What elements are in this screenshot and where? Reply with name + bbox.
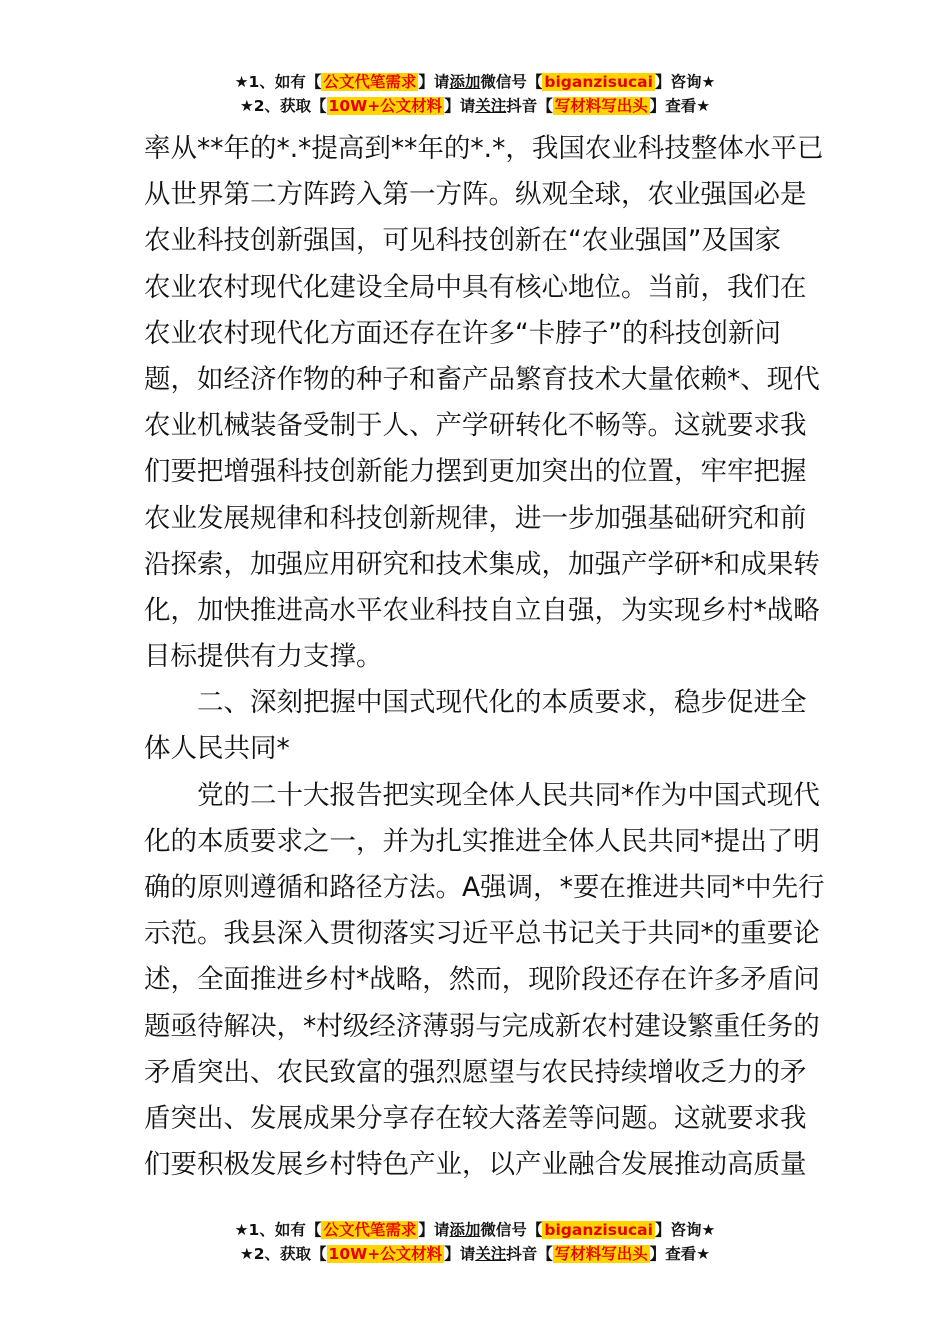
body-line: 们要把增强科技创新能力摆到更加突出的位置，牢牢把握 (144, 456, 807, 488)
banner-line-1: ★1、如有【 公文代笔需求 】请添加微信号【 biganzisucai 】咨询★ (234, 73, 716, 91)
body-line: 沿探索，加强应用研究和技术集成，加强产学研*和成果转 (144, 548, 820, 580)
bottom-banner (0, 1218, 950, 1266)
body-line: 化，加快推进高水平农业科技自立自强，为实现乡村*战略 (144, 594, 820, 626)
document-body (144, 126, 825, 1188)
body-line: 题亟待解决，*村级经济薄弱与完成新农村建设繁重任务的 (144, 1010, 820, 1042)
body-line: 们要积极发展乡村特色产业，以产业融合发展推动高质量 (144, 1149, 807, 1181)
body-line: 农业农村现代化建设全局中具有核心地位。当前，我们在 (144, 271, 807, 303)
body-line: 目标提供有力支撑。 (144, 641, 383, 673)
highlight-service: 公文代笔需求 (323, 73, 417, 91)
body-line: 率从**年的*.*提高到**年的*.*，我国农业科技整体水平已 (144, 133, 824, 164)
body-line: 农业农村现代化方面还存在许多“卡脖子”的科技创新问 (144, 317, 781, 349)
body-line: 述，全面推进乡村*战略，然而，现阶段还存在许多矛盾问 (144, 964, 820, 996)
body-line: 化的本质要求之一，并为扎实推进全体人民共同*提出了明 (144, 825, 820, 857)
highlight-douyin: 写材料写出头 (554, 1245, 648, 1263)
body-line: 农业科技创新强国，可见科技创新在“农业强国”及国家 (144, 225, 781, 257)
body-line: 题，如经济作物的种子和畜产品繁育技术大量依赖*、现代 (144, 363, 820, 395)
banner-line-2: ★2、获取【 10W+公文材料 】请关注抖音【 写材料写出头 】查看★ (239, 1245, 711, 1263)
banner-line-2: ★2、获取【 10W+公文材料 】请关注抖音【 写材料写出头 】查看★ (239, 97, 711, 115)
body-line: 确的原则遵循和路径方法。A强调，*要在推进共同*中先行 (144, 872, 825, 903)
body-line: 盾突出、发展成果分享存在较大落差等问题。这就要求我 (144, 1102, 807, 1134)
body-line: 矛盾突出、农民致富的强烈愿望与农民持续增收乏力的矛 (144, 1056, 807, 1088)
highlight-materials: 10W+公文材料 (328, 97, 443, 115)
body-line: 党的二十大报告把实现全体人民共同*作为中国式现代 (197, 779, 820, 811)
body-line: 从世界第二方阵跨入第一方阵。纵观全球，农业强国必是 (144, 179, 807, 211)
section-heading-cont: 体人民共同* (144, 733, 290, 765)
body-line: 农业机械装备受制于人、产学研转化不畅等。这就要求我 (144, 410, 807, 442)
banner-line-1: ★1、如有【 公文代笔需求 】请添加微信号【 biganzisucai 】咨询★ (234, 1221, 716, 1239)
top-banner (0, 70, 950, 118)
body-line: 示范。我县深入贯彻落实习近平总书记关于共同*的重要论 (144, 918, 820, 950)
highlight-materials: 10W+公文材料 (328, 1245, 443, 1263)
highlight-wechat-id: biganzisucai (544, 1221, 653, 1239)
highlight-service: 公文代笔需求 (323, 1221, 417, 1239)
body-line: 农业发展规律和科技创新规律，进一步加强基础研究和前 (144, 502, 807, 534)
section-heading: 二、深刻把握中国式现代化的本质要求，稳步促进全 (197, 687, 807, 719)
highlight-douyin: 写材料写出头 (554, 97, 648, 115)
highlight-wechat-id: biganzisucai (544, 73, 653, 91)
